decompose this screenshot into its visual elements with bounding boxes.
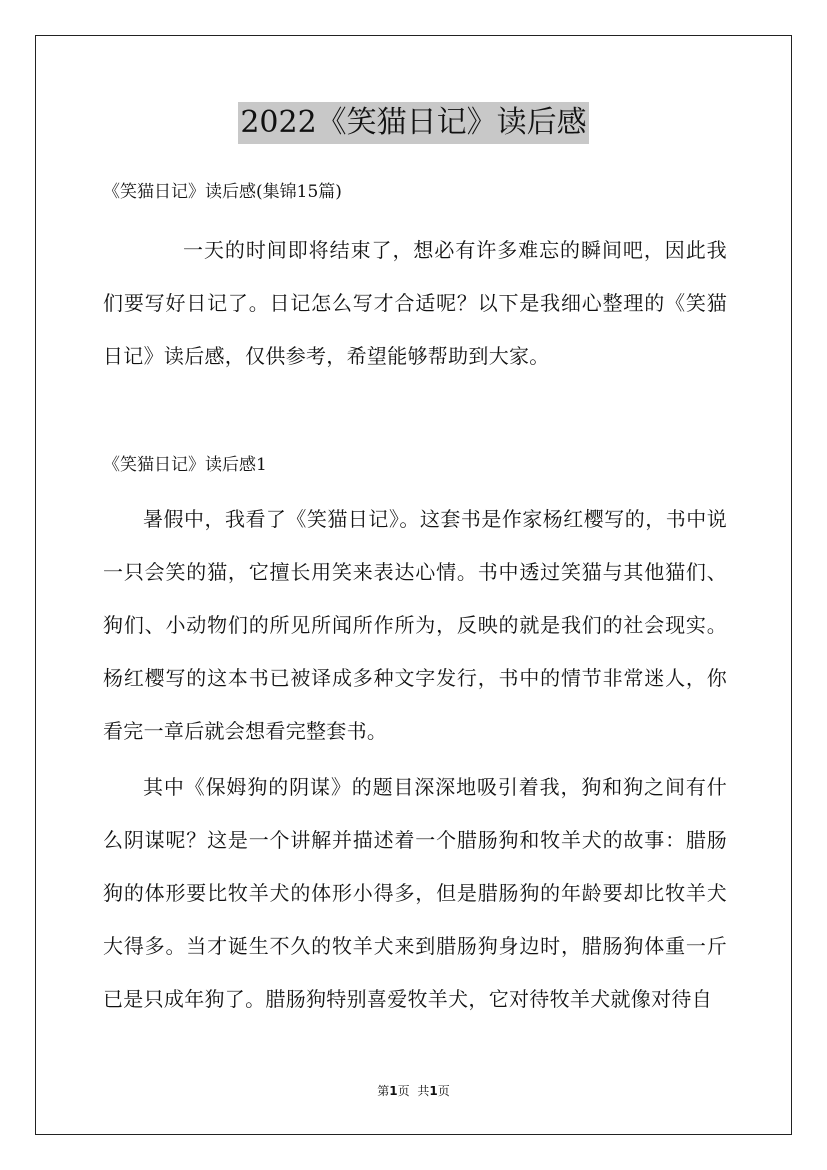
document-subtitle: 《笑猫日记》读后感(集锦15篇) xyxy=(103,182,342,202)
document-title: 2022《笑猫日记》读后感 xyxy=(238,102,588,144)
footer-page-suffix: 页 xyxy=(397,1084,410,1098)
body-paragraph-2: 其中《保姆狗的阴谋》的题目深深地吸引着我，狗和狗之间有什么阴谋呢？这是一个讲解并描述着一个腊肠狗和牧羊犬的故事：腊肠狗的体形要比牧羊犬的体形小得多，但是腊肠狗的年龄要却比牧羊犬大得多。当才诞生不久的牧羊犬来到腊肠狗身边时，腊肠狗体重一斤已是只成年狗了。腊肠狗特别喜爱牧羊犬，它对待牧羊犬就像对待自 xyxy=(103,775,727,1011)
body-paragraph-1: 暑假中，我看了《笑猫日记》。这套书是作家杨红樱写的，书中说一只会笑的猫，它擅长用笑来表达心情。书中透过笑猫与其他猫们、狗们、小动物们的所见所闻所作所为，反映的就是我们的社会现实。杨红樱写的这本书已被译成多种文字发行，书中的情节非常迷人，你看完一章后就会想看完整套书。 xyxy=(103,507,727,743)
footer-total-prefix: 共 xyxy=(417,1084,430,1098)
section-heading: 《笑猫日记》读后感1 xyxy=(103,455,267,475)
footer-page-prefix: 第 xyxy=(377,1084,390,1098)
intro-paragraph: 一天的时间即将结束了，想必有许多难忘的瞬间吧，因此我们要写好日记了。日记怎么写才合适呢？以下是我细心整理的《笑猫日记》读后感，仅供参考，希望能够帮助到大家。 xyxy=(103,238,727,368)
footer-total-number: 1 xyxy=(429,1084,438,1098)
footer-page-number: 1 xyxy=(389,1084,398,1098)
footer-total-suffix: 页 xyxy=(437,1084,450,1098)
title-container xyxy=(0,102,827,144)
page-footer xyxy=(0,1082,827,1100)
